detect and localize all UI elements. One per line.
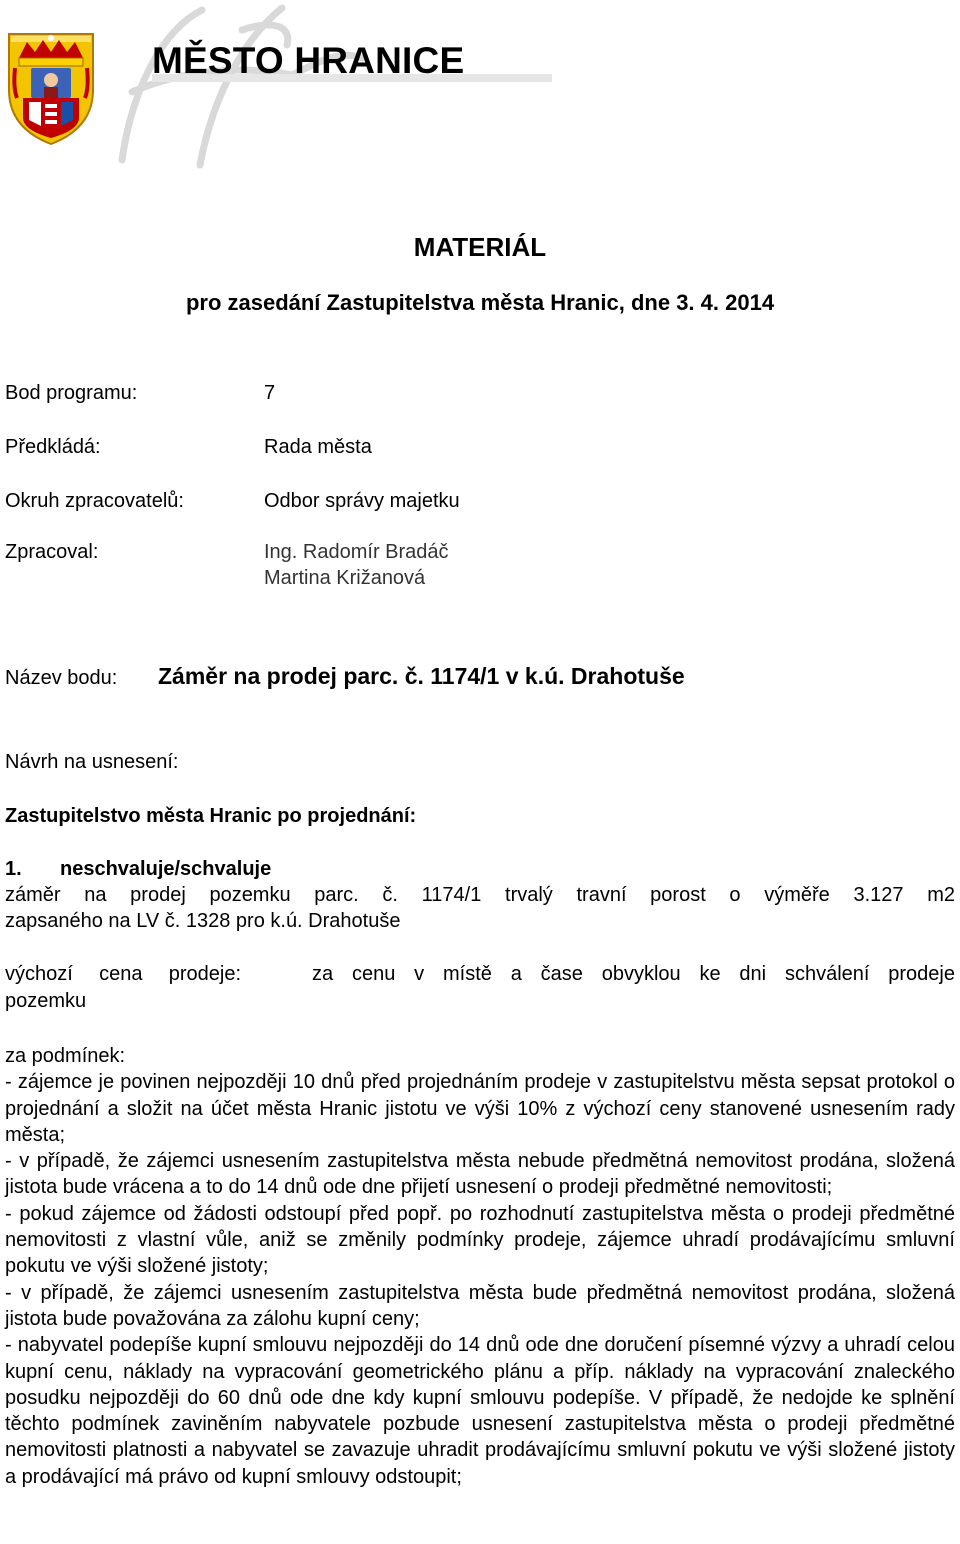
document-title: MATERIÁL [413, 232, 547, 262]
condition-item: - pokud zájemce od žádosti odstoupí před popř. po rozhodnutí zastupitelstva města o prodeji předmětné nemovitosti z vlastní vůle, aniž se změnily podmínky prodeje, zájemce uhradí prodávajícímu smluvní pokutu ve výši složené jistoty; [5, 1202, 955, 1278]
price-label: výchozí cena prodeje: [5, 963, 241, 985]
submitted-by-label: Předkládá: [5, 436, 101, 458]
conditions-heading: za podmínek: [5, 1045, 126, 1067]
point-verb: neschvaluje/schvaluje [60, 858, 272, 880]
item-name: Záměr na prodej parc. č. 1174/1 v k.ú. Drahotuše [158, 663, 685, 689]
document-subtitle: pro zasedání Zastupitelstva města Hranic, dne 3. 4. 2014 [185, 290, 775, 315]
point-text-2: zapsaného na LV č. 1328 pro k.ú. Drahotuše [5, 910, 401, 932]
submitted-by-value: Rada města [264, 436, 372, 458]
conditions-block [5, 1043, 955, 1490]
agenda-item-label: Bod programu: [5, 382, 138, 404]
condition-item: - v případě, že zájemci usnesením zastupitelstva města nebude předmětná nemovitost prodána, složená jistota bude vrácena a to do 14 dnů ode dne přijetí usnesení o prodeji předmětné nemovitosti; [5, 1150, 955, 1199]
department-label: Okruh zpracovatelů: [5, 490, 184, 512]
hranice-script-logo-icon [92, 0, 552, 170]
department-value: Odbor správy majetku [264, 490, 460, 512]
prepared-by-value-2: Martina Križanová [264, 567, 426, 589]
condition-item: - nabyvatel podepíše kupní smlouvu nejpozději do 14 dnů ode dne doručení písemné výzvy a uhradí celou kupní cenu, náklady na vypracování geometrického plánu a příp. náklady na vypracování znaleckého posudku nejpozději do 60 dnů ode dne kdy kupní smlouvu podepíše. V případě, že nedojde ke splnění těchto podmínek zaviněním nabyvatele pozbude usnesení zastupitelstva města o prodeji předmětné nemovitosti platnosti a nabyvatel se zavazuje uhradit prodávajícímu smluvní pokutu ve výši složené jistoty a prodávající má právo od kupní smlouvy odstoupit; [5, 1334, 955, 1488]
agenda-item-value: 7 [264, 382, 276, 404]
price-value: za cenu v místě a čase obvyklou ke dni schválení prodeje [312, 963, 955, 985]
council-heading: Zastupitelstvo města Hranic po projednání: [5, 805, 417, 827]
condition-item: - v případě, že zájemci usnesením zastupitelstva města bude předmětná nemovitost prodána, složená jistota bude považována za zálohu kupní ceny; [5, 1281, 955, 1330]
price-label-cont: pozemku [5, 990, 87, 1012]
prepared-by-value-1: Ing. Radomír Bradáč [264, 541, 449, 563]
coat-of-arms-icon [5, 28, 97, 148]
point-text-1: záměr na prodej pozemku parc. č. 1174/1 trvalý travní porost o výměře 3.127 m2 [5, 884, 955, 906]
point-number: 1. [5, 858, 22, 880]
city-title: MĚSTO HRANICE [152, 40, 465, 81]
prepared-by-label: Zpracoval: [5, 541, 99, 563]
proposal-label: Návrh na usnesení: [5, 751, 179, 773]
item-name-label: Název bodu: [5, 667, 118, 689]
condition-item: - zájemce je povinen nejpozději 10 dnů před projednáním prodeje v zastupitelstvu města sepsat protokol o projednání a složit na účet města Hranic jistotu ve výši 10% z výchozí ceny stanovené usnesením rady města; [5, 1071, 955, 1146]
